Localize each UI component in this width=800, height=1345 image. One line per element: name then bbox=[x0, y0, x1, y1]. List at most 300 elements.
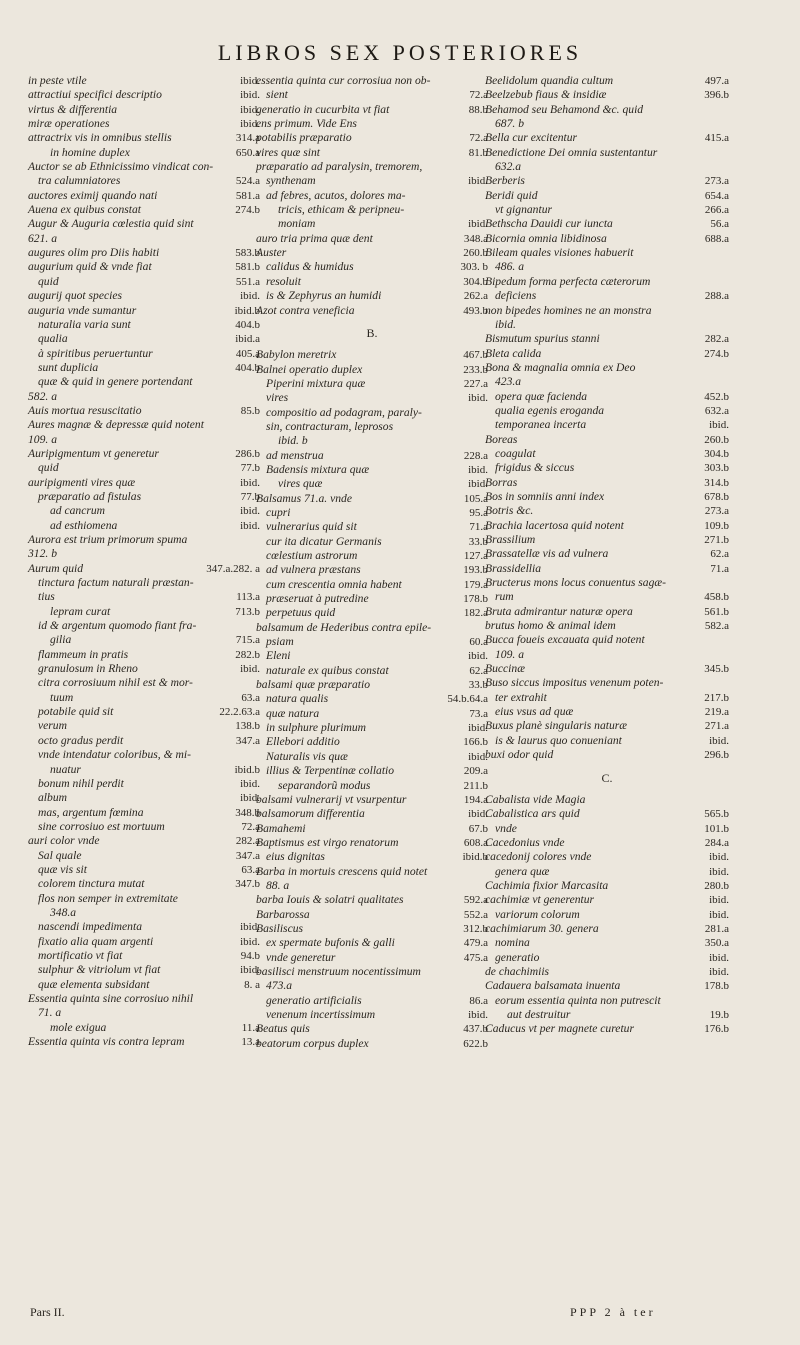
index-term: qualia bbox=[38, 332, 68, 346]
index-term: eius vsus ad quæ bbox=[495, 705, 574, 719]
index-term: attractrix vis in omnibus stellis bbox=[28, 131, 172, 145]
index-entry bbox=[485, 648, 729, 662]
page-reference: 348.b bbox=[232, 806, 260, 820]
index-entry bbox=[28, 533, 260, 547]
page-reference: ibid. bbox=[237, 74, 260, 88]
index-term: buxi odor quid bbox=[485, 748, 554, 762]
index-term: is & laurus quo conueniant bbox=[495, 733, 622, 747]
index-term: tinctura factum naturali præstan- bbox=[38, 576, 194, 590]
index-term: Bamahemi bbox=[256, 821, 306, 835]
page-reference: 62.a bbox=[466, 664, 488, 678]
index-entry bbox=[28, 1006, 260, 1020]
page-reference: ibid.b bbox=[232, 763, 260, 777]
index-term: præseruat à putredine bbox=[266, 592, 369, 606]
index-entry bbox=[485, 117, 729, 131]
index-term: separandorũ modus bbox=[278, 778, 371, 792]
index-entry bbox=[28, 504, 260, 518]
index-term: 687. b bbox=[495, 117, 524, 131]
index-entry bbox=[485, 476, 729, 490]
page-reference: ibid. bbox=[237, 963, 260, 977]
page-reference: ibid. bbox=[706, 865, 729, 879]
page-reference: 650.a bbox=[233, 146, 260, 160]
page-reference: 688.a bbox=[702, 232, 729, 246]
signature-mark: Pars II. bbox=[30, 1305, 65, 1319]
page-reference: 404.b bbox=[232, 318, 260, 332]
page-reference: 13.a bbox=[238, 1035, 260, 1049]
index-term: Brassatellæ vis ad vulnera bbox=[485, 547, 609, 561]
index-term: præparatio ad fistulas bbox=[38, 489, 142, 503]
page-reference: 405.a bbox=[233, 347, 260, 361]
index-term: octo gradus perdit bbox=[38, 733, 124, 747]
index-entry bbox=[256, 936, 488, 950]
index-term: Sal quale bbox=[38, 848, 82, 862]
page-reference: 56.a bbox=[707, 217, 729, 231]
index-term: naturalia varia sunt bbox=[38, 317, 131, 331]
index-term: Ellebori additio bbox=[266, 735, 340, 749]
index-entry bbox=[28, 806, 260, 820]
index-entry bbox=[28, 648, 260, 662]
index-term: in peste vtile bbox=[28, 74, 87, 87]
index-entry bbox=[28, 275, 260, 289]
index-entry bbox=[256, 592, 488, 606]
index-entry bbox=[256, 348, 488, 362]
index-entry bbox=[28, 949, 260, 963]
page-reference: 67.b bbox=[466, 822, 488, 836]
page-reference: 303.b bbox=[701, 461, 729, 475]
index-term: Cachimia fixior Marcasita bbox=[485, 878, 609, 892]
index-term: citra corrosiuum nihil est & mor- bbox=[38, 676, 193, 690]
page-reference: 493.b bbox=[460, 304, 488, 318]
index-entry bbox=[28, 246, 260, 260]
index-term: quæ natura bbox=[266, 706, 320, 720]
page-reference: ibid.a bbox=[232, 332, 260, 346]
index-entry bbox=[485, 619, 729, 633]
page-reference: 296.b bbox=[701, 748, 729, 762]
index-term: 109. a bbox=[495, 647, 524, 661]
index-entry bbox=[485, 375, 729, 389]
index-entry bbox=[485, 275, 729, 289]
index-entry bbox=[256, 951, 488, 965]
index-term: Caducus vt per magnete curetur bbox=[485, 1022, 634, 1036]
index-entry bbox=[485, 490, 729, 504]
index-term: Botris &c. bbox=[485, 504, 534, 518]
page-reference: ibid. bbox=[465, 649, 488, 663]
index-term: flammeum in pratis bbox=[38, 647, 129, 661]
index-term: generatio bbox=[495, 950, 540, 964]
page-reference: 396.b bbox=[701, 88, 729, 102]
page-reference: ibid. bbox=[237, 103, 260, 117]
index-entry bbox=[256, 304, 488, 318]
page-reference: 581.a bbox=[233, 189, 260, 203]
index-entry bbox=[28, 590, 260, 604]
page-reference: 63.a bbox=[238, 863, 260, 877]
index-term: Beatus quis bbox=[256, 1022, 310, 1036]
index-term: Brachia lacertosa quid notent bbox=[485, 518, 624, 532]
page-reference: 11.a bbox=[239, 1021, 260, 1035]
index-entry bbox=[256, 377, 488, 391]
index-entry bbox=[28, 777, 260, 791]
index-term: Aurum quid bbox=[28, 561, 84, 575]
index-term: Barbarossa bbox=[256, 907, 310, 921]
index-entry bbox=[485, 633, 729, 647]
page-reference: 303. b bbox=[458, 260, 489, 274]
page-reference: 348.a bbox=[461, 232, 488, 246]
index-term: nascendi impedimenta bbox=[38, 920, 142, 934]
page-reference: 260.b bbox=[460, 246, 488, 260]
index-term: bonum nihil perdit bbox=[38, 776, 124, 790]
index-term: verum bbox=[38, 719, 67, 733]
index-term: Borras bbox=[485, 475, 518, 489]
page-reference: 8. a bbox=[241, 978, 260, 992]
index-term: qualia egenis eroganda bbox=[495, 403, 605, 417]
index-entry bbox=[485, 246, 729, 260]
index-entry bbox=[28, 347, 260, 361]
index-entry bbox=[28, 920, 260, 934]
page-reference: 347.a bbox=[233, 849, 260, 863]
index-term: Cacedonius vnde bbox=[485, 835, 565, 849]
index-term: deficiens bbox=[495, 289, 537, 303]
page-reference: 71.a bbox=[466, 520, 488, 534]
page-reference: ibid. bbox=[237, 519, 260, 533]
index-term: is & Zephyrus an humidi bbox=[266, 289, 382, 303]
index-entry bbox=[28, 719, 260, 733]
page-reference: 217.b bbox=[701, 691, 729, 705]
page-reference: 273.a bbox=[702, 504, 729, 518]
page-reference: 552.a bbox=[461, 908, 488, 922]
page-reference: 551.a bbox=[233, 275, 260, 289]
index-term: potabile quid sit bbox=[38, 705, 114, 719]
index-entry bbox=[256, 74, 488, 88]
index-entry bbox=[28, 74, 260, 88]
index-entry bbox=[256, 189, 488, 203]
page-reference: 95.a bbox=[466, 506, 488, 520]
index-term: rum bbox=[495, 590, 514, 604]
page-reference: 77.b bbox=[238, 490, 260, 504]
index-entry bbox=[256, 449, 488, 463]
page-reference: 86.a bbox=[466, 994, 488, 1008]
index-term: potabilis præparatio bbox=[256, 131, 352, 145]
index-entry bbox=[28, 203, 260, 217]
index-entry bbox=[256, 850, 488, 864]
page-reference: ibid. bbox=[706, 908, 729, 922]
index-term: Bethscha Dauidi cur iuncta bbox=[485, 217, 613, 231]
page-reference: ibid. bbox=[237, 117, 260, 131]
index-term: cupri bbox=[266, 505, 291, 519]
index-term: Buso siccus impositus venenum poten- bbox=[485, 676, 664, 690]
index-term: sine corrosiuo est mortuum bbox=[38, 819, 165, 833]
index-entry bbox=[28, 332, 260, 346]
index-entry bbox=[256, 922, 488, 936]
index-entry bbox=[28, 490, 260, 504]
index-term: fixatio alia quam argenti bbox=[38, 934, 154, 948]
index-term: balsamum de Hederibus contra epile- bbox=[256, 620, 432, 634]
index-entry bbox=[28, 404, 260, 418]
index-term: variorum colorum bbox=[495, 907, 580, 921]
page-reference: ibid.b bbox=[460, 850, 488, 864]
index-term: Beridi quid bbox=[485, 188, 538, 202]
index-term: cœlestium astrorum bbox=[266, 549, 358, 562]
index-entry bbox=[485, 705, 729, 719]
index-entry bbox=[256, 420, 488, 434]
index-term: beatorum corpus duplex bbox=[256, 1036, 369, 1050]
index-term: Baptismus est virgo renatorum bbox=[256, 835, 399, 849]
index-entry bbox=[256, 793, 488, 807]
index-entry bbox=[256, 979, 488, 993]
page-reference: 415.a bbox=[702, 131, 729, 145]
page-reference: ibid. bbox=[706, 850, 729, 864]
index-entry bbox=[485, 461, 729, 475]
page-reference: 101.b bbox=[701, 822, 729, 836]
index-entry bbox=[256, 506, 488, 520]
index-column-2 bbox=[256, 74, 488, 1051]
index-entry bbox=[256, 563, 488, 577]
index-entry bbox=[485, 676, 729, 690]
catchword: PPP 2 à ter bbox=[570, 1305, 656, 1319]
page-reference: 282.a bbox=[233, 834, 260, 848]
index-term: album bbox=[38, 791, 67, 805]
index-term: essentia quinta cur corrosiua non ob- bbox=[256, 74, 431, 87]
index-term: moniam bbox=[278, 217, 316, 231]
index-entry bbox=[256, 520, 488, 534]
index-term: cachimiarum 30. genera bbox=[485, 921, 599, 935]
index-entry bbox=[28, 433, 260, 447]
index-entry bbox=[256, 289, 488, 303]
index-term: illius & Terpentinæ collatio bbox=[266, 764, 395, 778]
index-entry bbox=[485, 1008, 729, 1022]
index-entry bbox=[28, 146, 260, 160]
index-term: Bleta calida bbox=[485, 346, 542, 360]
index-entry bbox=[485, 734, 729, 748]
page-reference: 467.b bbox=[460, 348, 488, 362]
page-reference: 182.a bbox=[461, 606, 488, 620]
index-entry bbox=[256, 692, 488, 706]
index-term: Aures magnæ & depressæ quid notent bbox=[28, 418, 204, 432]
index-term: Bruta admirantur naturæ opera bbox=[485, 604, 633, 618]
page-reference: 458.b bbox=[701, 590, 729, 604]
index-term: auro tria prima quæ dent bbox=[256, 231, 373, 245]
index-term: flos non semper in extremitate bbox=[38, 891, 178, 905]
page-reference: 88.b bbox=[466, 103, 488, 117]
index-entry bbox=[28, 189, 260, 203]
page-reference: 73.a bbox=[466, 707, 488, 721]
page-reference: 166.b bbox=[460, 735, 488, 749]
index-entry bbox=[28, 232, 260, 246]
index-term: vnde bbox=[495, 821, 517, 835]
index-entry bbox=[28, 304, 260, 318]
index-entry bbox=[485, 793, 729, 807]
page-reference: 262.a bbox=[461, 289, 488, 303]
index-entry bbox=[485, 332, 729, 346]
index-entry bbox=[28, 834, 260, 848]
section-letter-c: C. bbox=[601, 770, 613, 785]
index-term: 71. a bbox=[38, 1006, 62, 1020]
index-term: Azot contra veneficia bbox=[256, 303, 355, 317]
index-term: eius dignitas bbox=[266, 850, 325, 864]
index-entry bbox=[28, 576, 260, 590]
page-reference: 109.b bbox=[701, 519, 729, 533]
index-entry bbox=[485, 719, 729, 733]
page-reference: 286.b bbox=[232, 447, 260, 461]
index-term: mortificatio vt fiat bbox=[38, 948, 123, 962]
index-term: attractiui specifici descriptio bbox=[28, 88, 162, 102]
index-entry bbox=[256, 879, 488, 893]
page-reference: ibid. bbox=[465, 217, 488, 231]
index-term: synthenam bbox=[266, 174, 316, 188]
index-entry bbox=[256, 678, 488, 692]
page-reference: 127.a bbox=[461, 549, 488, 563]
page-reference: ibid. bbox=[237, 791, 260, 805]
index-entry bbox=[485, 850, 729, 864]
index-term: auri color vnde bbox=[28, 834, 100, 848]
index-entry bbox=[485, 893, 729, 907]
page-reference: 284.a bbox=[702, 836, 729, 850]
index-term: ens primum. Vide Ens bbox=[256, 117, 357, 131]
index-entry bbox=[28, 289, 260, 303]
index-term: Behamod seu Behamond &c. quid bbox=[485, 102, 644, 116]
index-term: compositio ad podagram, paraly- bbox=[266, 405, 422, 419]
page-reference: 219.a bbox=[702, 705, 729, 719]
index-entry bbox=[256, 908, 488, 922]
page-reference: 475.a bbox=[461, 951, 488, 965]
index-entry bbox=[256, 707, 488, 721]
index-entry bbox=[28, 691, 260, 705]
index-term: quæ elementa subsidant bbox=[38, 977, 150, 991]
index-term: vires bbox=[266, 391, 289, 405]
index-entry bbox=[485, 361, 729, 375]
index-entry bbox=[256, 807, 488, 821]
page-reference: 622.b bbox=[460, 1037, 488, 1051]
page-reference: 193.b bbox=[460, 563, 488, 577]
index-entry bbox=[256, 434, 488, 448]
index-entry bbox=[256, 117, 488, 131]
page-reference: 209.a bbox=[461, 764, 488, 778]
page-reference: 304.b bbox=[460, 275, 488, 289]
index-entry bbox=[256, 750, 488, 764]
index-entry bbox=[485, 404, 729, 418]
index-term: ibid. b bbox=[278, 434, 308, 448]
index-term: tricis, ethicam & peripneu- bbox=[278, 203, 405, 217]
index-term: Bismutum spurius stanni bbox=[485, 332, 600, 346]
index-entry bbox=[28, 863, 260, 877]
page-reference: 274.b bbox=[701, 347, 729, 361]
index-entry bbox=[256, 1037, 488, 1051]
index-entry bbox=[28, 662, 260, 676]
index-entry bbox=[485, 807, 729, 821]
index-entry bbox=[485, 576, 729, 590]
index-term: Balsamus 71.a. vnde bbox=[256, 491, 352, 505]
page-reference: 437.b bbox=[460, 1022, 488, 1036]
page-reference: 304.b bbox=[701, 447, 729, 461]
running-header: LIBROS SEX POSTERIORES bbox=[217, 40, 583, 65]
index-term: vires quæ bbox=[278, 477, 323, 491]
index-entry bbox=[485, 519, 729, 533]
index-entry bbox=[256, 146, 488, 160]
index-entry bbox=[28, 562, 260, 576]
index-term: quæ vis sit bbox=[38, 862, 87, 876]
index-term: Bileam quales visiones habuerit bbox=[485, 246, 634, 260]
index-entry bbox=[28, 131, 260, 145]
index-entry bbox=[256, 260, 488, 274]
index-entry bbox=[28, 892, 260, 906]
index-term: 423.a bbox=[495, 375, 522, 389]
index-term: generatio artificialis bbox=[266, 993, 362, 1007]
index-entry bbox=[28, 1035, 260, 1049]
index-column-1 bbox=[28, 74, 260, 1049]
index-column-3-b bbox=[485, 793, 729, 1037]
index-term: balsami quæ præparatio bbox=[256, 678, 371, 692]
page-reference: 105.a bbox=[461, 492, 488, 506]
index-entry bbox=[256, 1008, 488, 1022]
index-entry bbox=[28, 547, 260, 561]
page-reference: 227.a bbox=[461, 377, 488, 391]
index-term: Basiliscus bbox=[256, 921, 304, 935]
index-entry bbox=[485, 979, 729, 993]
page-reference: 233.b bbox=[460, 363, 488, 377]
index-column-3-a bbox=[485, 74, 729, 763]
index-term: ad febres, acutos, dolores ma- bbox=[266, 188, 406, 202]
page-reference: 77.b bbox=[238, 461, 260, 475]
index-term: 348.a bbox=[50, 905, 77, 919]
index-entry bbox=[485, 822, 729, 836]
index-term: colorem tinctura mutat bbox=[38, 877, 145, 891]
index-term: vt gignantur bbox=[495, 203, 553, 217]
index-term: sunt duplicia bbox=[38, 360, 99, 374]
index-term: venenum incertissimum bbox=[266, 1008, 376, 1021]
page-reference: ibid. bbox=[465, 477, 488, 491]
index-term: Babylon meretrix bbox=[256, 348, 337, 362]
index-entry bbox=[485, 562, 729, 576]
page-reference: 347.a.282. a bbox=[203, 562, 260, 576]
index-entry bbox=[28, 1021, 260, 1035]
index-term: ibid. bbox=[495, 317, 516, 331]
index-entry bbox=[28, 877, 260, 891]
index-entry bbox=[28, 461, 260, 475]
index-term: natura qualis bbox=[266, 692, 329, 706]
page-reference: ibid.b bbox=[232, 304, 260, 318]
index-entry bbox=[256, 578, 488, 592]
index-entry bbox=[256, 836, 488, 850]
page-reference: 260.b bbox=[701, 433, 729, 447]
index-term: non bipedes homines ne an monstra bbox=[485, 303, 652, 317]
section-letter-b: B. bbox=[366, 325, 378, 340]
index-entry bbox=[256, 1022, 488, 1036]
page-reference: ibid. bbox=[237, 289, 260, 303]
index-entry bbox=[28, 103, 260, 117]
index-term: auguria vnde sumantur bbox=[28, 303, 137, 317]
index-term: opera quæ facienda bbox=[495, 389, 588, 403]
index-entry bbox=[485, 260, 729, 274]
index-entry bbox=[28, 519, 260, 533]
index-entry bbox=[256, 822, 488, 836]
index-term: Augur & Auguria cœlestia quid sint bbox=[28, 217, 194, 231]
index-term: barba Iouis & solatri qualitates bbox=[256, 893, 404, 907]
index-entry bbox=[485, 232, 729, 246]
index-entry bbox=[485, 304, 729, 318]
index-term: Eleni bbox=[266, 649, 291, 663]
index-term: balsamorum differentia bbox=[256, 807, 365, 821]
index-term: generatio in cucurbita vt fiat bbox=[256, 102, 390, 116]
index-entry bbox=[256, 649, 488, 663]
index-entry bbox=[485, 965, 729, 979]
page-reference: ibid. bbox=[237, 935, 260, 949]
index-entry bbox=[256, 160, 488, 174]
page-reference: 565.b bbox=[701, 807, 729, 821]
index-term: præparatio ad paralysin, tremorem, bbox=[256, 160, 423, 174]
index-entry bbox=[485, 174, 729, 188]
index-entry bbox=[485, 605, 729, 619]
page-reference: ibid. bbox=[237, 662, 260, 676]
index-entry bbox=[256, 131, 488, 145]
